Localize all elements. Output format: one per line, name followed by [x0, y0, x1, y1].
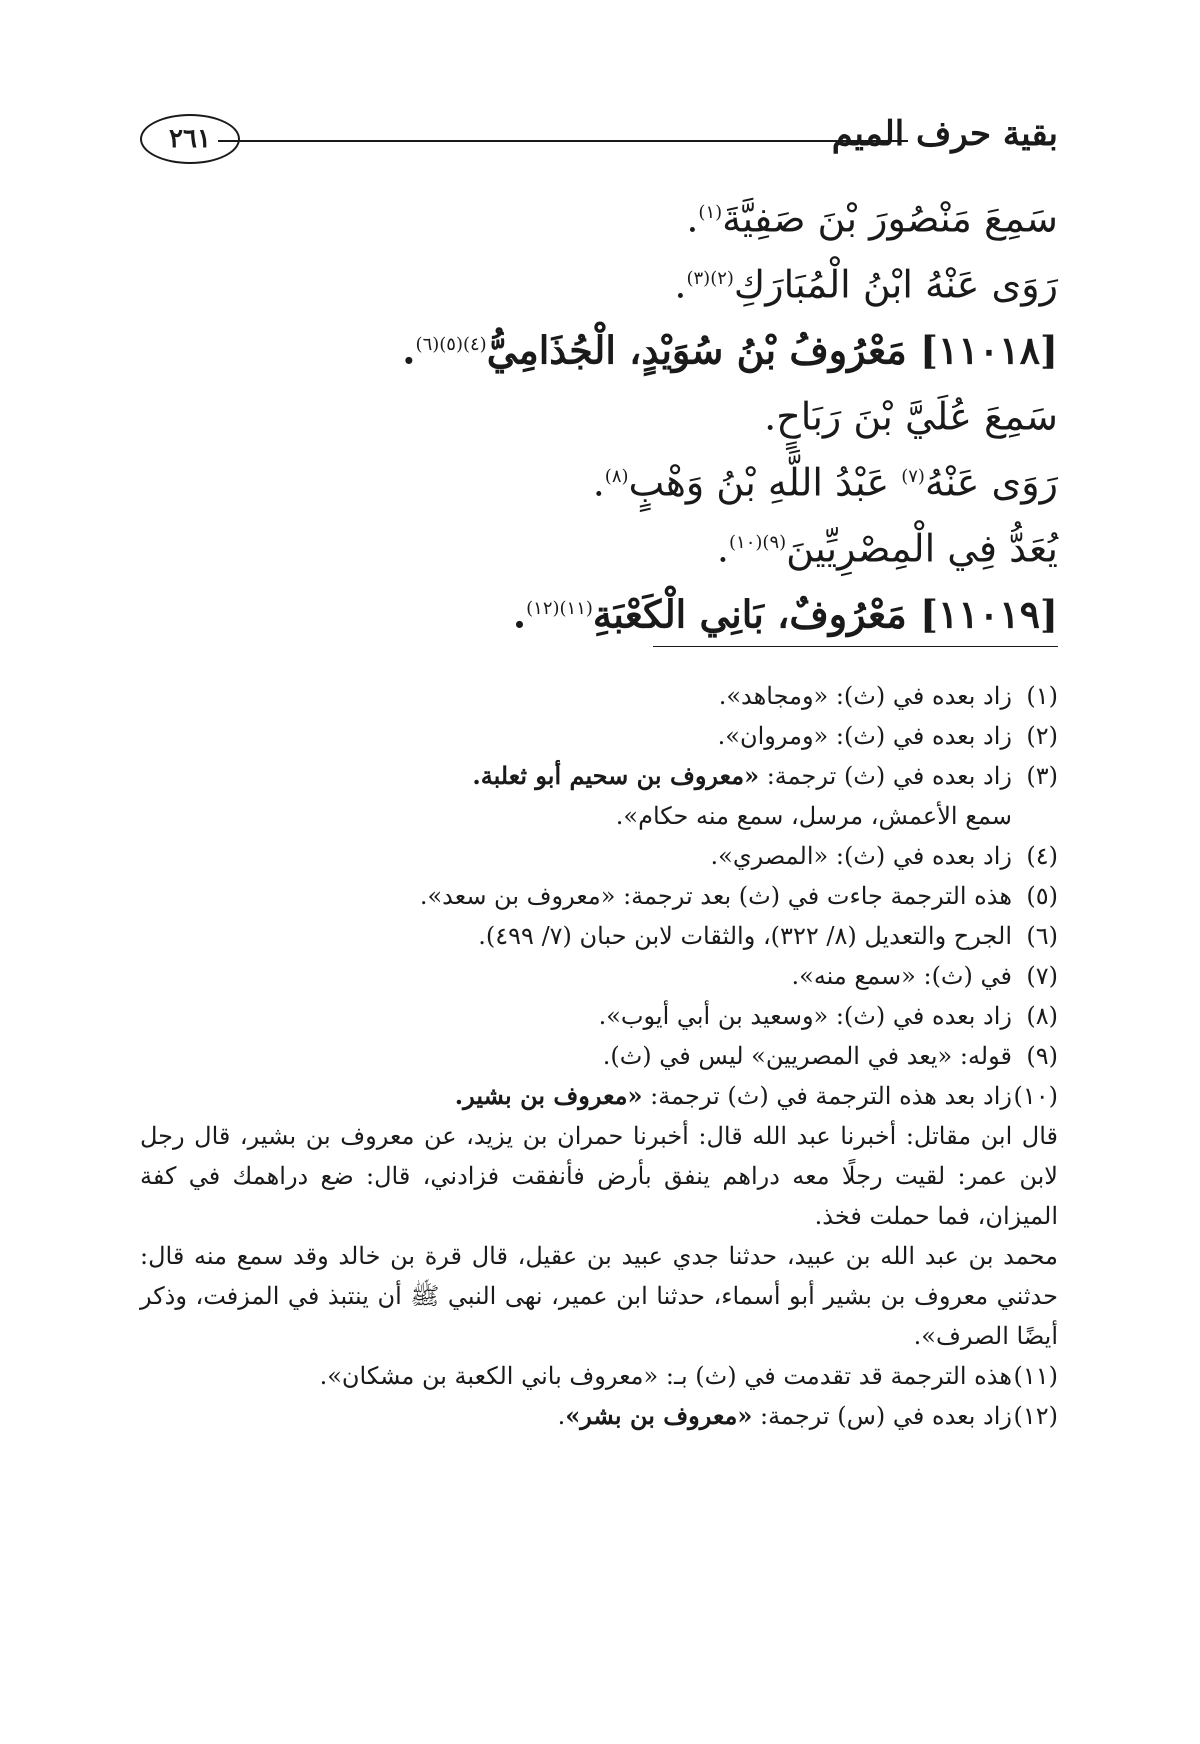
entry-heading: [١١٠١٩] مَعْرُوفٌ، بَانِي الْكَعْبَةِ$^{(١١)(١٢)}$. — [512, 591, 1058, 637]
footnote-number: (٨) — [1026, 1002, 1058, 1030]
text-line: رَوَى عَنْهُ$^{(٧)}$ عَبْدُ اللَّهِ بْنُ وَهْبٍ$^{(٨)}$. — [592, 460, 1058, 505]
footnote-text: هذه الترجمة جاءت في (ث) بعد ترجمة: «معروف بن سعد». — [419, 882, 1012, 910]
footnote — [140, 676, 1058, 716]
header-rule — [218, 140, 908, 142]
footnote-text: زاد بعده في (ث): «ومروان». — [717, 722, 1012, 750]
footnote-number: (١١) — [1013, 1362, 1058, 1390]
footnote-text: زاد بعد هذه الترجمة في (ث) ترجمة: «معروف بن بشير. — [454, 1081, 1012, 1110]
footnote-marker: (٧) — [901, 466, 925, 487]
text-line: سَمِعَ مَنْصُورَ بْنَ صَفِيَّةَ$^{(١)}$. — [686, 196, 1058, 241]
running-title: بقية حرف الميم — [831, 114, 1058, 154]
footnote-marker: (٨) — [604, 466, 629, 487]
footnote-text: هذه الترجمة قد تقدمت في (ث) بـ: «معروف باني الكعبة بن مشكان». — [319, 1362, 1012, 1390]
footnote-marker: (٤)(٥)(٦) — [415, 334, 487, 355]
footnote-text: زاد بعده في (س) ترجمة: «معروف بن بشر». — [557, 1401, 1012, 1430]
footnote-number: (٦) — [1026, 922, 1058, 950]
footnote-number: (٩) — [1026, 1042, 1058, 1070]
footnote — [140, 1076, 1058, 1116]
page-number: ٢٦١ — [140, 114, 240, 164]
footnote-marker: (١) — [698, 202, 723, 223]
footnote-number: (١) — [1026, 682, 1058, 710]
footnote — [140, 996, 1058, 1036]
footnote — [140, 836, 1058, 876]
main-text — [238, 180, 1058, 642]
footnote — [140, 876, 1058, 916]
footnote-number: (٧) — [1026, 962, 1058, 990]
footnote — [140, 956, 1058, 996]
footnote-marker: (١١)(١٢) — [526, 598, 593, 619]
text-line: سَمِعَ عُلَيَّ بْنَ رَبَاحٍ. — [764, 394, 1058, 439]
footnote-text: في (ث): «سمع منه». — [791, 962, 1012, 990]
footnote-number: (٤) — [1026, 842, 1058, 870]
footnote — [140, 916, 1058, 956]
footnote-text: زاد بعده في (ث) ترجمة: «معروف بن سحيم أبو ثعلبة. — [472, 761, 1012, 790]
footnote-text: الجرح والتعديل (٨/ ٣٢٢)، والثقات لابن حبان (٧/ ٤٩٩). — [478, 922, 1012, 950]
footnote — [140, 1036, 1058, 1076]
footnote-marker: (٢)(٣) — [686, 268, 734, 289]
footnote-continuation: سمع الأعمش، مرسل، سمع منه حكام». — [615, 802, 1012, 830]
footnote — [140, 1396, 1058, 1436]
footnote-number: (٢) — [1026, 722, 1058, 750]
footnote-text: زاد بعده في (ث): «وسعيد بن أبي أيوب». — [598, 1002, 1012, 1030]
footnote-separator — [653, 646, 1058, 647]
footnote-paragraph: قال ابن مقاتل: أخبرنا عبد الله قال: أخبرنا حمران بن يزيد، عن معروف بن بشير، قال رجل لابن عمر: لقيت رجلًا معه دراهم ينفق بأرض فأنفقت فزادني، قال: ضع دراهمك في كفة الميزان، فما حملت فخذ. — [140, 1122, 1058, 1230]
footnotes — [140, 676, 1058, 1436]
footnote-text: قوله: «يعد في المصريين» ليس في (ث). — [602, 1042, 1012, 1070]
footnote-text: زاد بعده في (ث): «ومجاهد». — [718, 682, 1012, 710]
footnote-marker: (٩)(١٠) — [729, 532, 787, 553]
footnote-paragraph: محمد بن عبد الله بن عبيد، حدثنا جدي عبيد بن عقيل، قال قرة بن خالد وقد سمع منه قال: حدثني معروف بن بشير أبو أسماء، حدثنا ابن عمير، نهى النبي ﷺ أن ينتبذ في المزفت، وذكر أيضًا الصرف». — [140, 1242, 1058, 1350]
entry-heading: [١١٠١٨] مَعْرُوفُ بْنُ سُوَيْدٍ، الْجُذَامِيُّ$^{(٤)(٥)(٦)}$. — [402, 327, 1058, 373]
footnote-number: (٣) — [1026, 762, 1058, 790]
footnote-number: (١٠) — [1013, 1082, 1058, 1110]
footnote — [140, 756, 1058, 796]
footnote — [140, 1356, 1058, 1396]
footnote-number: (٥) — [1026, 882, 1058, 910]
running-header — [140, 112, 1058, 168]
text-line: رَوَى عَنْهُ ابْنُ الْمُبَارَكِ$^{(٢)(٣)}$. — [674, 262, 1058, 307]
footnote — [140, 716, 1058, 756]
footnote-number: (١٢) — [1013, 1402, 1058, 1430]
text-line: يُعَدُّ فِي الْمِصْرِيِّينَ$^{(٩)(١٠)}$. — [716, 526, 1058, 571]
footnote-text: زاد بعده في (ث): «المصري». — [710, 842, 1012, 870]
